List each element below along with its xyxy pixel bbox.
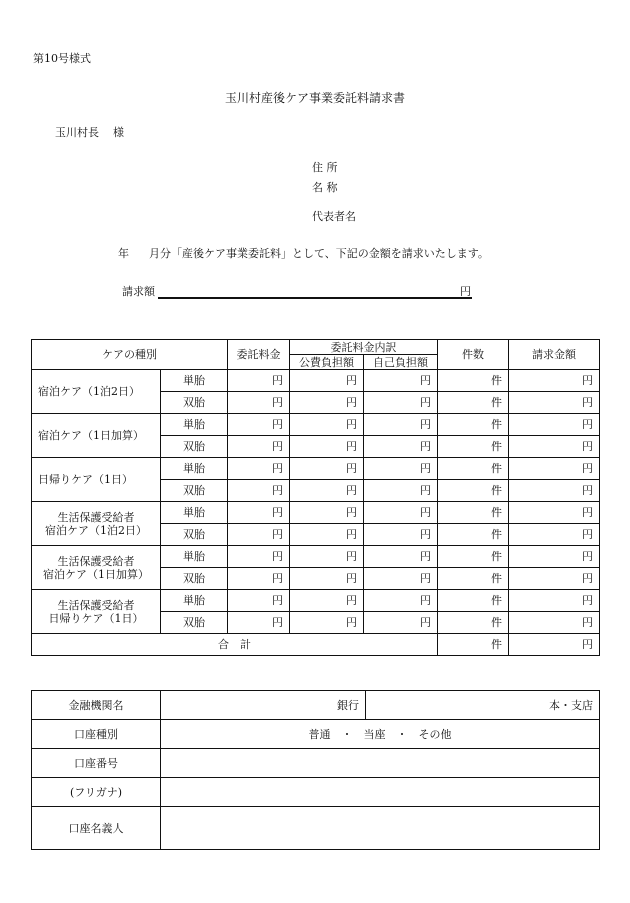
- fee-cell[interactable]: 円: [228, 612, 290, 634]
- fee-cell[interactable]: 円: [228, 568, 290, 590]
- birth-type: 単胎: [161, 370, 228, 392]
- public-cell[interactable]: 円: [290, 436, 364, 458]
- care-fee-table: [31, 339, 600, 656]
- count-cell[interactable]: 件: [438, 568, 509, 590]
- self-cell[interactable]: 円: [364, 480, 438, 502]
- billing-amount-line[interactable]: [158, 297, 472, 299]
- care-type-line2: 日帰りケア（1日）: [48, 611, 144, 625]
- sender-representative-label: 代表者名: [312, 210, 356, 223]
- self-cell[interactable]: 円: [364, 436, 438, 458]
- care-row: [32, 458, 600, 480]
- amount-cell[interactable]: 円: [509, 370, 600, 392]
- fee-cell[interactable]: 円: [228, 370, 290, 392]
- care-row: [32, 370, 600, 392]
- self-cell[interactable]: 円: [364, 568, 438, 590]
- birth-type: 単胎: [161, 590, 228, 612]
- furigana-label: (フリガナ): [32, 778, 161, 807]
- total-label: 合 計: [32, 634, 438, 656]
- furigana-field[interactable]: [161, 778, 600, 807]
- lead-year: 年: [118, 247, 129, 260]
- care-type-line1: 生活保護受給者: [57, 598, 135, 612]
- count-cell[interactable]: 件: [438, 502, 509, 524]
- care-type-name: 日帰りケア（1日）: [32, 458, 161, 502]
- bank-table: [31, 690, 600, 850]
- self-cell[interactable]: 円: [364, 546, 438, 568]
- amount-cell[interactable]: 円: [509, 546, 600, 568]
- institution-label: 金融機関名: [32, 691, 161, 720]
- total-amount[interactable]: 円: [509, 634, 600, 656]
- header-self: 自己負担額: [364, 355, 438, 370]
- self-cell[interactable]: 円: [364, 524, 438, 546]
- account-number-field[interactable]: [161, 749, 600, 778]
- amount-cell[interactable]: 円: [509, 590, 600, 612]
- care-type-name: 宿泊ケア（1泊2日）: [32, 370, 161, 414]
- care-row: [32, 414, 600, 436]
- document-title: 玉川村産後ケア事業委託料請求書: [224, 91, 405, 105]
- header-public: 公費負担額: [290, 355, 364, 370]
- account-type-label: 口座種別: [32, 720, 161, 749]
- care-type-name: 宿泊ケア（1日加算）: [32, 414, 161, 458]
- billing-amount-unit: 円: [460, 285, 471, 298]
- public-cell[interactable]: 円: [290, 590, 364, 612]
- count-cell[interactable]: 件: [438, 590, 509, 612]
- amount-cell[interactable]: 円: [509, 436, 600, 458]
- count-cell[interactable]: 件: [438, 458, 509, 480]
- count-cell[interactable]: 件: [438, 480, 509, 502]
- birth-type: 単胎: [161, 414, 228, 436]
- count-cell[interactable]: 件: [438, 546, 509, 568]
- addressee-name: 玉川村長: [55, 126, 99, 139]
- self-cell[interactable]: 円: [364, 370, 438, 392]
- sender-address-label: 住 所: [312, 161, 338, 174]
- amount-cell[interactable]: 円: [509, 392, 600, 414]
- account-number-label: 口座番号: [32, 749, 161, 778]
- care-type-name: [32, 590, 161, 634]
- birth-type: 双胎: [161, 392, 228, 414]
- total-count[interactable]: 件: [438, 634, 509, 656]
- addressee-suffix: 様: [113, 126, 124, 139]
- self-cell[interactable]: 円: [364, 392, 438, 414]
- care-rows: [32, 370, 600, 634]
- self-cell[interactable]: 円: [364, 414, 438, 436]
- public-cell[interactable]: 円: [290, 546, 364, 568]
- care-type-name: [32, 502, 161, 546]
- care-type-line1: 生活保護受給者: [57, 554, 135, 568]
- public-cell[interactable]: 円: [290, 568, 364, 590]
- care-row: [32, 502, 600, 524]
- public-cell[interactable]: 円: [290, 502, 364, 524]
- form-number: 第10号様式: [33, 52, 91, 65]
- header-count: 件数: [438, 340, 509, 370]
- amount-cell[interactable]: 円: [509, 568, 600, 590]
- fee-cell[interactable]: 円: [228, 414, 290, 436]
- billing-amount-label: 請求額: [122, 285, 155, 298]
- count-cell[interactable]: 件: [438, 436, 509, 458]
- birth-type: 双胎: [161, 480, 228, 502]
- birth-type: 双胎: [161, 524, 228, 546]
- public-cell[interactable]: 円: [290, 480, 364, 502]
- amount-cell[interactable]: 円: [509, 612, 600, 634]
- count-cell[interactable]: 件: [438, 370, 509, 392]
- care-type-line2: 宿泊ケア（1泊2日）: [45, 523, 147, 537]
- account-type-options[interactable]: 普通 ・ 当座 ・ その他: [161, 720, 600, 749]
- birth-type: 双胎: [161, 568, 228, 590]
- branch-name-field[interactable]: 本・支店: [366, 691, 600, 720]
- self-cell[interactable]: 円: [364, 612, 438, 634]
- birth-type: 単胎: [161, 458, 228, 480]
- fee-cell[interactable]: 円: [228, 480, 290, 502]
- addressee: [55, 124, 124, 140]
- fee-cell[interactable]: 円: [228, 590, 290, 612]
- self-cell[interactable]: 円: [364, 590, 438, 612]
- public-cell[interactable]: 円: [290, 370, 364, 392]
- header-breakdown: 委託料金内訳: [290, 340, 438, 355]
- fee-cell[interactable]: 円: [228, 458, 290, 480]
- account-holder-label: 口座名義人: [32, 807, 161, 850]
- fee-cell[interactable]: 円: [228, 524, 290, 546]
- public-cell[interactable]: 円: [290, 392, 364, 414]
- account-holder-field[interactable]: [161, 807, 600, 850]
- self-cell[interactable]: 円: [364, 502, 438, 524]
- public-cell[interactable]: 円: [290, 458, 364, 480]
- header-fee: 委託料金: [228, 340, 290, 370]
- sender-name-label: 名 称: [312, 181, 338, 194]
- birth-type: 単胎: [161, 546, 228, 568]
- amount-cell[interactable]: 円: [509, 480, 600, 502]
- care-type-name: [32, 546, 161, 590]
- bank-name-field[interactable]: 銀行: [161, 691, 366, 720]
- header-amount: 請求金額: [509, 340, 600, 370]
- self-cell[interactable]: 円: [364, 458, 438, 480]
- care-type-line1: 生活保護受給者: [57, 510, 135, 524]
- count-cell[interactable]: 件: [438, 612, 509, 634]
- total-row: [32, 634, 600, 656]
- care-row: [32, 590, 600, 612]
- birth-type: 単胎: [161, 502, 228, 524]
- amount-cell[interactable]: 円: [509, 458, 600, 480]
- count-cell[interactable]: 件: [438, 392, 509, 414]
- fee-cell[interactable]: 円: [228, 436, 290, 458]
- amount-cell[interactable]: 円: [509, 414, 600, 436]
- count-cell[interactable]: 件: [438, 414, 509, 436]
- fee-cell[interactable]: 円: [228, 392, 290, 414]
- public-cell[interactable]: 円: [290, 612, 364, 634]
- birth-type: 双胎: [161, 612, 228, 634]
- count-cell[interactable]: 件: [438, 524, 509, 546]
- fee-cell[interactable]: 円: [228, 502, 290, 524]
- header-care-type: ケアの種別: [32, 340, 228, 370]
- care-type-line2: 宿泊ケア（1日加算）: [43, 567, 149, 581]
- lead-month-text: 月分「産後ケア事業委託料」として、下記の金額を請求いたします。: [149, 247, 489, 260]
- fee-cell[interactable]: 円: [228, 546, 290, 568]
- amount-cell[interactable]: 円: [509, 524, 600, 546]
- amount-cell[interactable]: 円: [509, 502, 600, 524]
- public-cell[interactable]: 円: [290, 524, 364, 546]
- public-cell[interactable]: 円: [290, 414, 364, 436]
- care-row: [32, 546, 600, 568]
- lead-sentence: [118, 245, 489, 261]
- birth-type: 双胎: [161, 436, 228, 458]
